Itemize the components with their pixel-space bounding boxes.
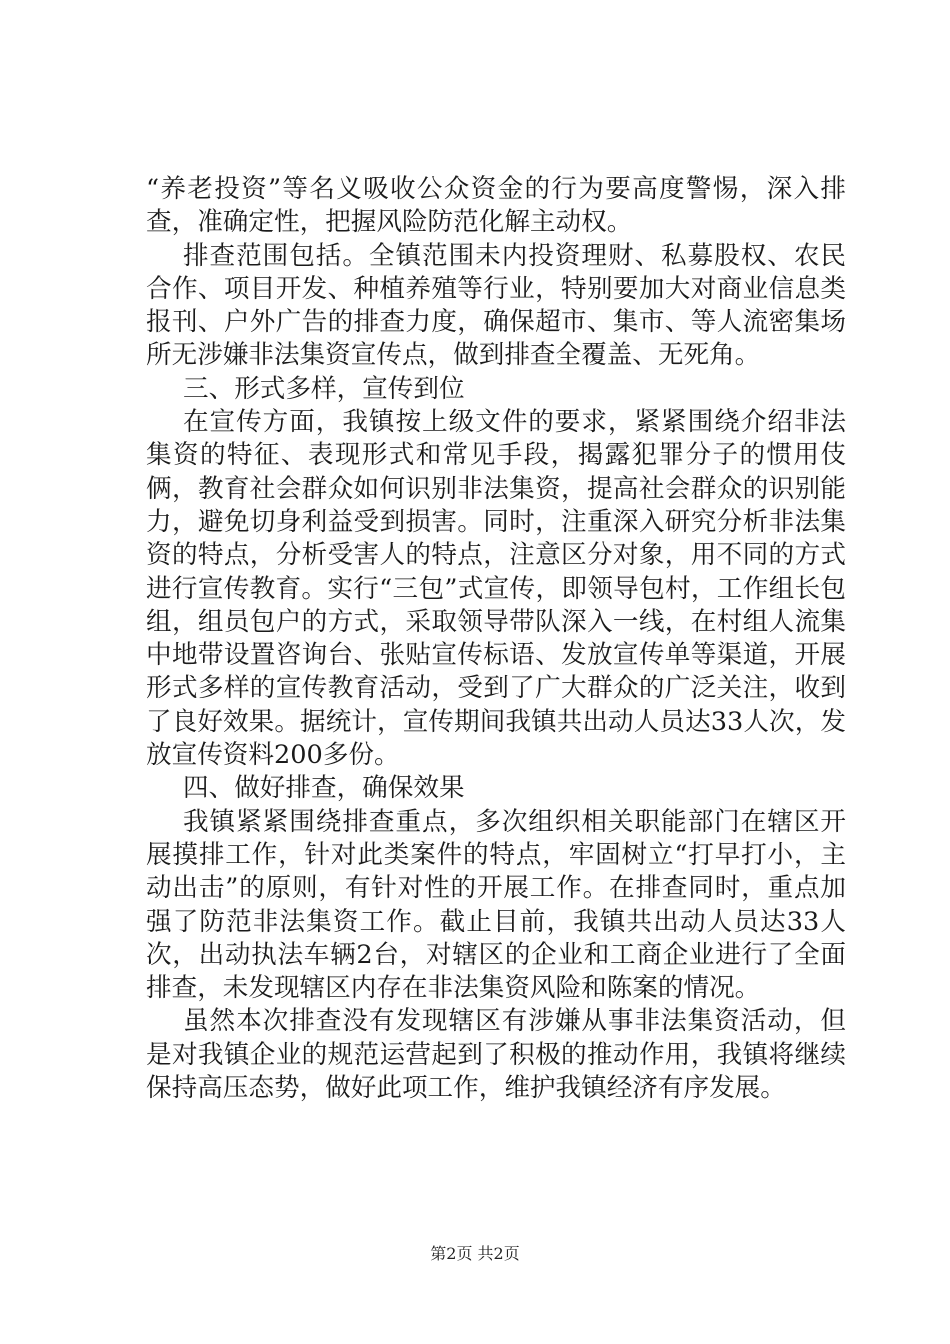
paragraph-scope: 排查范围包括。全镇范围未内投资理财、私募股权、农民合作、项目开发、种植养殖等行业，特别要加大对商业信息类报刊、户外广告的排查力度，确保超市、集市、等人流密集场所无涉嫌非法集资宣传点，做到排查全覆盖、无死角。: [146, 240, 846, 371]
paragraph-publicity: 在宣传方面，我镇按上级文件的要求，紧紧围绕介绍非法集资的特征、表现形式和常见手段，揭露犯罪分子的惯用伎俩，教育社会群众如何识别非法集资，提高社会群众的识别能力，避免切身利益受到损害。同时，注重深入研究分析非法集资的特点，分析受害人的特点，注意区分对象，用不同的方式进行宣传教育。实行“三包”式宣传，即领导包村，工作组长包组，组员包户的方式，采取领导带队深入一线，在村组人流集中地带设置咨询台、张贴宣传标语、发放宣传单等渠道，开展形式多样的宣传教育活动，受到了广大群众的广泛关注，收到了良好效果。据统计，宣传期间我镇共出动人员达33人次，发放宣传资料200多份。: [146, 407, 846, 771]
paragraph-conclusion: 虽然本次排查没有发现辖区有涉嫌从事非法集资活动，但是对我镇企业的规范运营起到了积极的推动作用，我镇将继续保持高压态势，做好此项工作，维护我镇经济有序发展。: [146, 1006, 846, 1104]
paragraph-continuation: “养老投资”等名义吸收公众资金的行为要高度警惕，深入排查，准确定性，把握风险防范化解主动权。: [146, 174, 846, 238]
document-body: [146, 173, 846, 1105]
section-heading-3: 三、形式多样，宣传到位: [183, 373, 465, 404]
paragraph-investigation: 我镇紧紧围绕排查重点，多次组织相关职能部门在辖区开展摸排工作，针对此类案件的特点，牢固树立“打早打小，主动出击”的原则，有针对性的开展工作。在排查同时，重点加强了防范非法集资工作。截止目前，我镇共出动人员达33人次，出动执法车辆2台，对辖区的企业和工商企业进行了全面排查，未发现辖区内存在非法集资风险和陈案的情况。: [146, 806, 846, 1004]
page-number-footer: 第2页 共2页: [430, 1244, 520, 1263]
section-heading-4: 四、做好排查，确保效果: [183, 773, 465, 804]
